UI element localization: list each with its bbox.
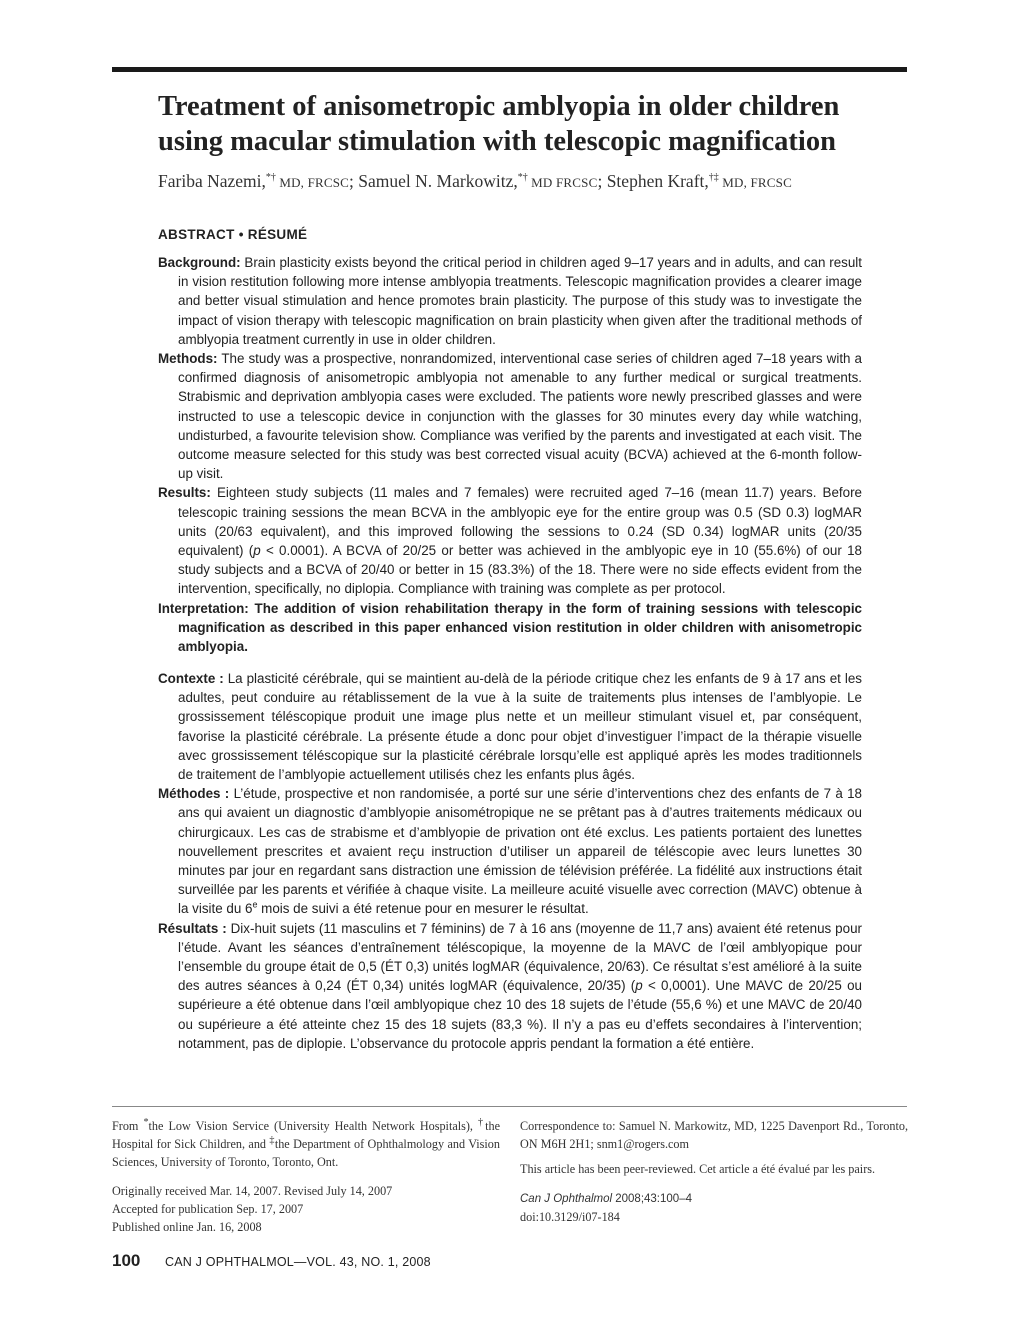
section-text: Brain plasticity exists beyond the critical period in children aged 9–17 years and in adults, and can result in vision restitution following more intense amblyopia treatments. Telescopic magnification provides a clearer image and better visual stimulation and hence promotes brain plasticity. The purpose of this study was to investigate the impact of vision therapy with telescopic magnification on brain plasticity when given after the traditional methods of amblyopia treatment currently in use in older children.	[178, 255, 862, 347]
running-footer: CAN J OPHTHALMOL—VOL. 43, NO. 1, 2008	[165, 1255, 431, 1269]
published-date: Published online Jan. 16, 2008	[112, 1220, 262, 1234]
resume-resultats	[158, 919, 862, 1053]
doi: doi:10.3129/i07-184	[520, 1210, 620, 1224]
journal-name: Can J Ophthalmol	[520, 1193, 613, 1205]
author-name: Stephen Kraft,	[606, 171, 709, 191]
section-label: Methods:	[158, 351, 218, 367]
author-list	[158, 171, 792, 192]
abstract-results	[158, 483, 862, 598]
affiliations-footnote	[112, 1117, 500, 1171]
peer-review-note: This article has been peer-reviewed. Cet article a été évalué par les pairs.	[520, 1162, 876, 1176]
section-label: Background:	[158, 255, 241, 270]
section-text: The study was a prospective, nonrandomized, interventional case series of children aged 7–18 years with a confirmed diagnosis of anisometropic amblyopia not amenable to any further medical or surgical treatments. Strabismic and deprivation amblyopia cases were excluded. The patients wore newly prescribed glasses and were instructed to use a telescopic device in conjunction with the glasses for 30 minutes every day while watching, undisturbed, a favourite television show. Compliance was verified by the parents and investigated at each visit. The outcome measure selected for this study was best corrected visual acuity (BCVA) achieved at the 6-month follow-up visit.	[178, 351, 862, 482]
superscript: e	[252, 899, 258, 910]
footnote-text: From	[112, 1119, 144, 1133]
footnote-rule	[112, 1106, 907, 1107]
title-line-1: Treatment of anisometropic amblyopia in older children	[158, 91, 840, 122]
section-text: Eighteen study subjects (11 males and 7 females) were recruited aged 7–16 (mean 11.7) years. Before telescopic training sessions the mean BCVA in the amblyopic eye for the entire group was 0.5 (SD 0.3) logMAR units (20/63 equivalent), and this improved following the sessions to 0.24 (SD 0.34) logMAR units (20/35 equivalent) (	[178, 485, 862, 559]
affiliation-mark: *	[143, 1116, 149, 1128]
received-date: Originally received Mar. 14, 2007. Revised July 14, 2007	[112, 1184, 393, 1198]
affiliation-mark: †	[478, 1116, 486, 1128]
affiliation-mark: ‡	[269, 1134, 275, 1146]
author-degrees: MD FRCSC	[527, 175, 598, 190]
author-separator: ;	[349, 171, 359, 191]
section-text: mois de suivi a été retenue pour en mesurer le résultat.	[257, 901, 589, 917]
author-degrees: MD, FRCSC	[718, 175, 792, 190]
abstract-french	[158, 669, 862, 1053]
section-label: Résultats :	[158, 920, 227, 936]
abstract-methods	[158, 349, 862, 483]
section-text: L’étude, prospective et non randomisée, a porté sur une série d’interventions chez des enfants de 7 à 18 ans qui avaient un diagnostic d’amblyopie anisométropique ne se prêtant pas à d’autres traitements médicaux ou chirurgicaux. Les cas de strabisme et d’amblyopie de privation ont été exclus. Les patients portaient des lunettes nouvellement prescrites et avaient reçu instruction d’utiliser un appareil de téléscopie avec leurs lunettes 30 minutes par jour en regardant sans distraction une émission de télévision préférée. La fidélité aux instructions était surveillée par les parents et vérifiée à chaque visite. La meilleure acuité visuelle avec correction (MAVC) obtenue à la visite du 6	[178, 786, 862, 917]
p-value-symbol: p	[253, 543, 261, 559]
footnote-text: the Department of Ophthalmology and Vision Sciences, University of Toronto, Toronto, Ont.	[112, 1137, 500, 1169]
section-label: Contexte :	[158, 671, 224, 686]
journal-citation	[520, 1189, 908, 1208]
section-label: Interpretation:	[158, 600, 249, 616]
section-text: < 0,0001). Une MAVC de 20/25 ou supérieure a été obtenue dans l’œil amblyopique chez 10 des 18 sujets de l’étude (55,6 %) et une MAVC de 20/40 ou supérieure a été atteinte chez 15 des 18 sujets (83,3 %). Il n’y a pas eu d’effets secondaires à l’intervention; notamment, pas de diplopie. L’observance du protocole appris pendant la formation a été entière.	[178, 978, 862, 1051]
footnote-text: the Hospital for Sick Children, and	[112, 1119, 500, 1151]
abstract-interpretation	[158, 599, 862, 657]
author-name: Fariba Nazemi,	[158, 171, 266, 191]
author-degrees: MD, FRCSC	[275, 175, 350, 190]
p-value-symbol: p	[635, 978, 643, 994]
affiliation-marks: *†	[265, 172, 276, 184]
resume-contexte	[158, 669, 862, 784]
abstract-english	[158, 253, 862, 656]
affiliation-marks: †‡	[708, 172, 719, 184]
section-text: Dix-huit sujets (11 masculins et 7 féminins) de 7 à 16 ans (moyenne de 11,7 ans) avaient été retenus pour l’étude. Avant les séances d’entraînement téléscopique, la moyenne de la MAVC de l’œil amblyopique pour l’ensemble du groupe était de 0,5 (ÉT 0,3) unités logMAR (équivalence, 20/63). Ce résultat s’est amélioré à la suite des autres séances à 0,24 (ÉT 0,34) unités logMAR (équivalence, 20/35) (	[178, 920, 862, 994]
abstract-background	[158, 253, 862, 349]
accepted-date: Accepted for publication Sep. 17, 2007	[112, 1202, 304, 1216]
author-separator: ;	[597, 171, 607, 191]
publication-dates	[112, 1182, 500, 1236]
article-title	[158, 89, 918, 159]
section-label: Results:	[158, 485, 211, 501]
affiliation-marks: *†	[517, 172, 528, 184]
section-text: The addition of vision rehabilitation therapy in the form of training sessions with telescopic magnification as described in this paper enhanced vision restitution in older children with anisometropic amblyopia.	[178, 600, 862, 655]
citation-block	[520, 1189, 908, 1226]
title-line-2: using macular stimulation with telescopic magnification	[158, 126, 836, 157]
section-text: < 0.0001). A BCVA of 20/25 or better was achieved in the amblyopic eye in 10 (55.6%) of our 18 study subjects and a BCVA of 20/40 or better in 15 (83.3%) of the 18. There were no side effects evident from the intervention, specifically, no diplopia. Compliance with training was complete as per protocol.	[178, 543, 862, 597]
journal-volume: 2008;43:100–4	[612, 1193, 692, 1205]
section-label: Méthodes :	[158, 786, 230, 802]
section-text: La plasticité cérébrale, qui se maintient au-delà de la période critique chez les enfants de 9 à 17 ans et les adultes, peut conduire au rétablissement de la vue à la suite de traitements plus intenses de l’amblyopie. Le grossissement téléscopique produit une image plus nette et un meilleur stimulant visuel et, par conséquent, favorise la plasticité cérébrale. La présente étude a donc pour objet d’investiguer l’impact de la thérapie visuelle avec grossissement téléscopique sur la plasticité cérébrale lorsqu’elle est appliqué après les modes traditionnels de traitement de l’amblyopie actuellement utilisés chez les enfants plus âgés.	[178, 671, 862, 783]
correspondence-note: Correspondence to: Samuel N. Markowitz, MD, 1225 Davenport Rd., Toronto, ON M6H 2H1; snm1@rogers.com	[520, 1119, 908, 1151]
page-number: 100	[112, 1251, 141, 1270]
author-name: Samuel N. Markowitz,	[358, 171, 518, 191]
top-rule	[112, 67, 907, 72]
footnote-text: the Low Vision Service (University Health Network Hospitals),	[148, 1119, 479, 1133]
resume-methodes	[158, 784, 862, 918]
abstract-heading: ABSTRACT • RÉSUMÉ	[158, 227, 308, 242]
